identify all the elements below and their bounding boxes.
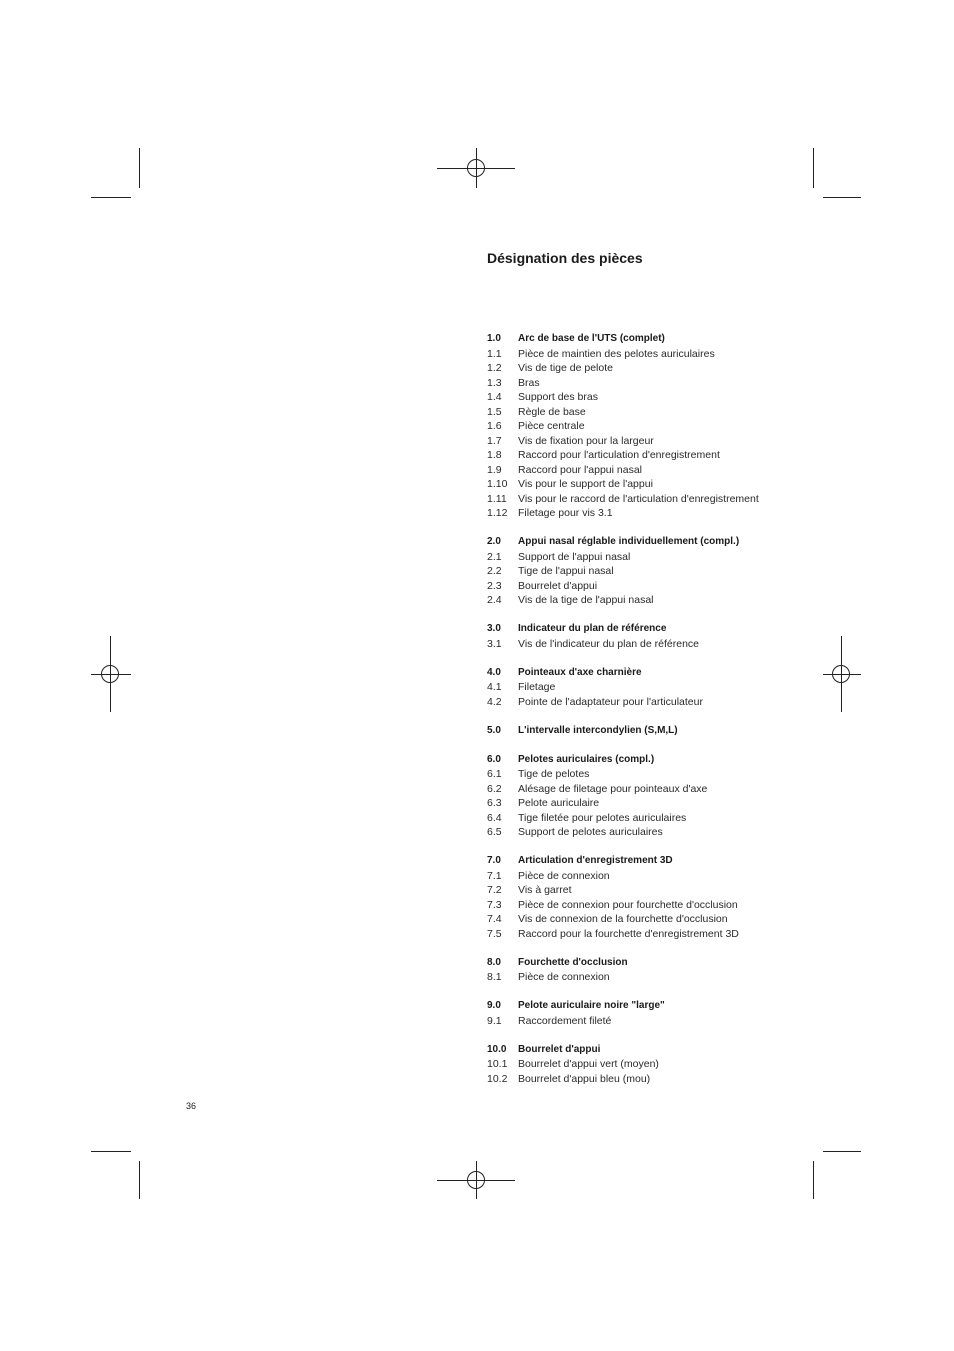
part-item <box>487 390 907 405</box>
part-label: Pelote auriculaire <box>518 797 600 809</box>
part-item <box>487 796 907 811</box>
crop-mark <box>91 1151 131 1152</box>
part-label: Pointe de l'adaptateur pour l'articulateur <box>518 695 703 708</box>
part-number: 2.3 <box>487 579 502 592</box>
part-label: Support des bras <box>518 391 598 403</box>
part-number: 1.4 <box>487 391 502 403</box>
part-item <box>487 405 907 420</box>
part-item <box>487 869 907 884</box>
part-label: Raccordement fileté <box>518 1014 612 1027</box>
part-number: 3.1 <box>487 637 502 650</box>
part-label: Règle de base <box>518 405 586 418</box>
part-number: 1.7 <box>487 434 502 447</box>
group-label: Articulation d'enregistrement 3D <box>518 855 673 866</box>
part-label: Pièce centrale <box>518 420 585 432</box>
part-label: Vis de tige de pelote <box>518 362 613 374</box>
part-number: 6.3 <box>487 797 502 809</box>
part-label: Vis de connexion de la fourchette d'occlusion <box>518 913 728 925</box>
group-label: Fourchette d'occlusion <box>518 956 628 968</box>
crop-mark <box>823 1151 861 1152</box>
part-label: Filetage <box>518 681 556 693</box>
part-item <box>487 564 907 579</box>
part-item <box>487 1014 907 1029</box>
part-item <box>487 680 907 695</box>
part-item <box>487 376 907 391</box>
part-number: 7.2 <box>487 884 502 896</box>
part-item <box>487 579 907 594</box>
part-number: 1.3 <box>487 376 502 389</box>
group-number: 3.0 <box>487 623 501 634</box>
group-label: Pelote auriculaire noire "large" <box>518 1000 665 1011</box>
part-item <box>487 912 907 927</box>
parts-group <box>487 332 907 521</box>
group-number: 2.0 <box>487 536 501 547</box>
group-label: L'intervalle intercondylien (S,M,L) <box>518 724 678 736</box>
part-number: 1.5 <box>487 405 502 418</box>
part-label: Bourrelet d'appui vert (moyen) <box>518 1058 659 1070</box>
part-item <box>487 695 907 710</box>
part-item <box>487 361 907 376</box>
part-item <box>487 825 907 840</box>
group-heading <box>487 956 907 971</box>
part-number: 1.11 <box>487 492 507 505</box>
group-label: Arc de base de l'UTS (complet) <box>518 333 665 344</box>
part-label: Pièce de connexion <box>518 869 610 882</box>
part-item <box>487 492 907 507</box>
group-number: 9.0 <box>487 1000 501 1011</box>
part-label: Support de pelotes auriculaires <box>518 826 663 838</box>
group-label: Pelotes auriculaires (compl.) <box>518 753 655 765</box>
group-label: Bourrelet d'appui <box>518 1043 601 1055</box>
part-number: 6.5 <box>487 826 502 838</box>
crop-mark <box>823 197 861 198</box>
crop-mark <box>139 148 140 188</box>
part-label: Tige filetée pour pelotes auriculaires <box>518 811 687 824</box>
part-number: 10.2 <box>487 1072 508 1085</box>
part-number: 6.1 <box>487 768 502 780</box>
part-item <box>487 434 907 449</box>
part-item <box>487 1057 907 1072</box>
part-item <box>487 883 907 898</box>
part-number: 6.4 <box>487 811 502 824</box>
group-heading <box>487 1043 907 1058</box>
page-title: Désignation des pièces <box>487 250 643 266</box>
group-label: Appui nasal réglable individuellement (compl.) <box>518 536 740 547</box>
part-number: 4.1 <box>487 681 502 693</box>
group-heading <box>487 724 907 739</box>
part-item <box>487 637 907 652</box>
part-number: 1.9 <box>487 463 502 476</box>
part-label: Vis à garret <box>518 884 572 896</box>
part-number: 10.1 <box>487 1058 508 1070</box>
part-label: Vis de l'indicateur du plan de référence <box>518 637 700 650</box>
group-number: 7.0 <box>487 855 501 866</box>
parts-group <box>487 854 907 941</box>
part-item <box>487 550 907 565</box>
parts-group <box>487 535 907 608</box>
group-heading <box>487 999 907 1014</box>
group-number: 1.0 <box>487 333 501 344</box>
part-label: Vis pour le support de l'appui <box>518 478 653 490</box>
part-item <box>487 811 907 826</box>
parts-group <box>487 622 907 651</box>
group-label: Pointeaux d'axe charnière <box>518 666 642 678</box>
part-item <box>487 506 907 521</box>
crop-mark <box>813 148 814 188</box>
part-number: 2.4 <box>487 594 502 606</box>
group-heading <box>487 622 907 637</box>
part-number: 7.3 <box>487 898 502 911</box>
part-number: 7.1 <box>487 869 502 882</box>
group-number: 8.0 <box>487 956 501 968</box>
part-number: 2.2 <box>487 565 502 577</box>
part-item <box>487 782 907 797</box>
part-item <box>487 970 907 985</box>
part-item <box>487 767 907 782</box>
part-label: Raccord pour la fourchette d'enregistrement 3D <box>518 927 739 940</box>
parts-list <box>487 332 907 1101</box>
part-number: 9.1 <box>487 1014 502 1027</box>
group-heading <box>487 854 907 869</box>
part-item <box>487 463 907 478</box>
part-item <box>487 448 907 463</box>
parts-group <box>487 666 907 710</box>
part-item <box>487 898 907 913</box>
part-number: 1.6 <box>487 420 502 432</box>
group-number: 6.0 <box>487 753 501 765</box>
part-number: 4.2 <box>487 695 502 708</box>
part-label: Vis de fixation pour la largeur <box>518 434 654 447</box>
group-heading <box>487 332 907 347</box>
group-heading <box>487 666 907 681</box>
parts-group <box>487 1043 907 1087</box>
part-label: Bourrelet d'appui <box>518 579 598 592</box>
part-number: 8.1 <box>487 971 502 983</box>
part-number: 7.5 <box>487 927 502 940</box>
group-heading <box>487 535 907 550</box>
part-label: Filetage pour vis 3.1 <box>518 507 613 519</box>
page-number: 36 <box>186 1101 197 1111</box>
part-number: 2.1 <box>487 550 502 563</box>
part-item <box>487 927 907 942</box>
group-heading <box>487 753 907 768</box>
crop-mark <box>813 1161 814 1199</box>
part-item <box>487 419 907 434</box>
part-label: Raccord pour l'articulation d'enregistrement <box>518 449 720 461</box>
parts-group <box>487 956 907 985</box>
part-label: Support de l'appui nasal <box>518 550 631 563</box>
group-number: 5.0 <box>487 724 501 736</box>
part-item <box>487 593 907 608</box>
part-item <box>487 347 907 362</box>
part-label: Pièce de connexion <box>518 971 610 983</box>
part-label: Pièce de maintien des pelotes auriculaires <box>518 347 715 360</box>
parts-group <box>487 753 907 840</box>
part-label: Tige de pelotes <box>518 768 590 780</box>
part-number: 1.12 <box>487 507 508 519</box>
group-label: Indicateur du plan de référence <box>518 623 667 634</box>
parts-group <box>487 724 907 739</box>
parts-group <box>487 999 907 1028</box>
part-item <box>487 1072 907 1087</box>
part-label: Vis de la tige de l'appui nasal <box>518 594 654 606</box>
crop-mark <box>139 1161 140 1199</box>
part-number: 1.1 <box>487 347 502 360</box>
part-number: 1.10 <box>487 478 508 490</box>
part-label: Pièce de connexion pour fourchette d'occlusion <box>518 898 738 911</box>
part-number: 1.8 <box>487 449 502 461</box>
part-number: 6.2 <box>487 782 502 795</box>
part-label: Alésage de filetage pour pointeaux d'axe <box>518 782 708 795</box>
part-number: 1.2 <box>487 362 502 374</box>
group-number: 10.0 <box>487 1043 507 1055</box>
crop-mark <box>91 197 131 198</box>
part-item <box>487 477 907 492</box>
part-number: 7.4 <box>487 913 502 925</box>
part-label: Bras <box>518 376 540 389</box>
part-label: Vis pour le raccord de l'articulation d'enregistrement <box>518 492 759 505</box>
part-label: Tige de l'appui nasal <box>518 565 614 577</box>
part-label: Raccord pour l'appui nasal <box>518 463 642 476</box>
group-number: 4.0 <box>487 666 501 678</box>
part-label: Bourrelet d'appui bleu (mou) <box>518 1072 651 1085</box>
